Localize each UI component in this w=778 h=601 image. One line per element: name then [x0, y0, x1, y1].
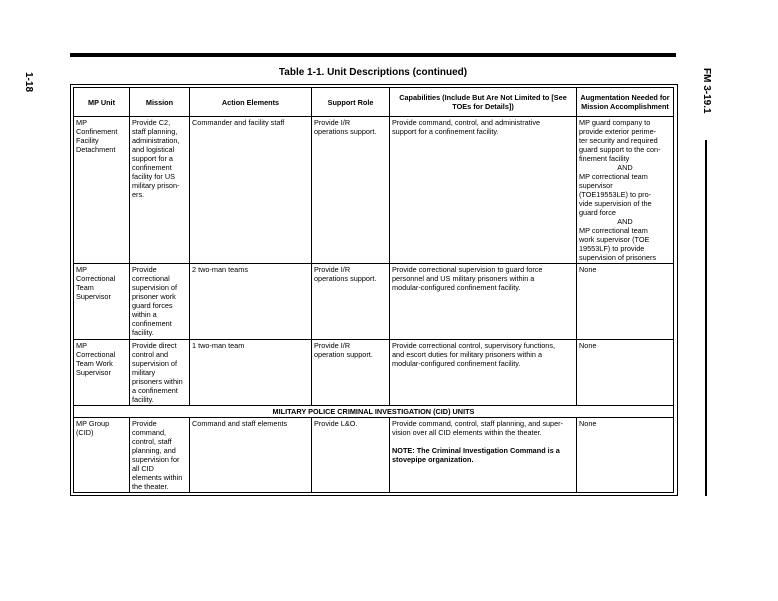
unit-cell: MP Group (CID) — [74, 418, 130, 493]
section-heading-row — [74, 406, 674, 418]
mission-cell: Provide C2, staff planning, administration, and logistical support for a confinement facility for US military prison- ers. — [130, 117, 190, 264]
action-elements-cell: 2 two-man teams — [190, 264, 312, 340]
header-capabilities: Capabilities (Include But Are Not Limited to [See TOEs for Details]) — [390, 88, 577, 117]
unit-cell: MP Correctional Team Supervisor — [74, 264, 130, 340]
header-support-role: Support Role — [312, 88, 390, 117]
table-title: Table 1-1. Unit Descriptions (continued) — [278, 67, 468, 78]
support-role-cell: Provide I/R operation support. — [312, 340, 390, 406]
mission-cell: Provide command, control, staff planning, and supervision for all CID elements within the theater. — [130, 418, 190, 493]
unit-descriptions-table — [73, 87, 674, 493]
table-row — [74, 264, 674, 340]
capabilities-cell: Provide command, control, and administrative support for a confinement facility. — [390, 117, 577, 264]
header-augmentation: Augmentation Needed for Mission Accomplishment — [577, 88, 674, 117]
augmentation-cell: None — [577, 264, 674, 340]
header-row — [74, 88, 674, 117]
unit-cell: MP Correctional Team Work Supervisor — [74, 340, 130, 406]
unit-table-frame — [70, 84, 678, 496]
header-mission: Mission — [130, 88, 190, 117]
capabilities-cell: Provide correctional control, supervisory functions, and escort duties for military prisoners within a modular-configured confinement facility. — [390, 340, 577, 406]
side-rule — [705, 140, 707, 496]
table-row — [74, 340, 674, 406]
augmentation-cell: None — [577, 340, 674, 406]
augmentation-cell: None — [577, 418, 674, 493]
table-row — [74, 418, 674, 493]
table-row — [74, 117, 674, 264]
page-number: 1-18 — [23, 72, 34, 93]
header-unit: MP Unit — [74, 88, 130, 117]
action-elements-cell: Commander and facility staff — [190, 117, 312, 264]
publication-id: FM 3-19.1 — [701, 68, 712, 114]
support-role-cell: Provide I/R operations support. — [312, 264, 390, 340]
support-role-cell: Provide I/R operations support. — [312, 117, 390, 264]
augmentation-cell: MP guard company to provide exterior perime- ter security and required guard support to the con- finement facility AND MP correctional team supervisor (TOE19553LE) to pro- vide supervision of the guard force AND MP correctional team work supervisor (TOE 19553LF) to provide supervision of prisoners — [577, 117, 674, 264]
mission-cell: Provide direct control and supervision of military prisoners within a confinement facility. — [130, 340, 190, 406]
unit-cell: MP Confinement Facility Detachment — [74, 117, 130, 264]
support-role-cell: Provide L&O. — [312, 418, 390, 493]
action-elements-cell: Command and staff elements — [190, 418, 312, 493]
top-rule — [70, 53, 676, 57]
note-text: NOTE: The Criminal Investigation Command is a stovepipe organization. — [392, 446, 560, 464]
header-action-elements: Action Elements — [190, 88, 312, 117]
mission-cell: Provide correctional supervision of prisoner work guard forces within a confinement facility. — [130, 264, 190, 340]
section-heading: MILITARY POLICE CRIMINAL INVESTIGATION (CID) UNITS — [74, 406, 674, 418]
capabilities-cell: Provide command, control, staff planning, and super- vision over all CID elements within the theater. NOTE: The Criminal Investigation Command is a stovepipe organization. — [390, 418, 577, 493]
action-elements-cell: 1 two-man team — [190, 340, 312, 406]
capabilities-cell: Provide correctional supervision to guard force personnel and US military prisoners within a modular-configured confinement facility. — [390, 264, 577, 340]
